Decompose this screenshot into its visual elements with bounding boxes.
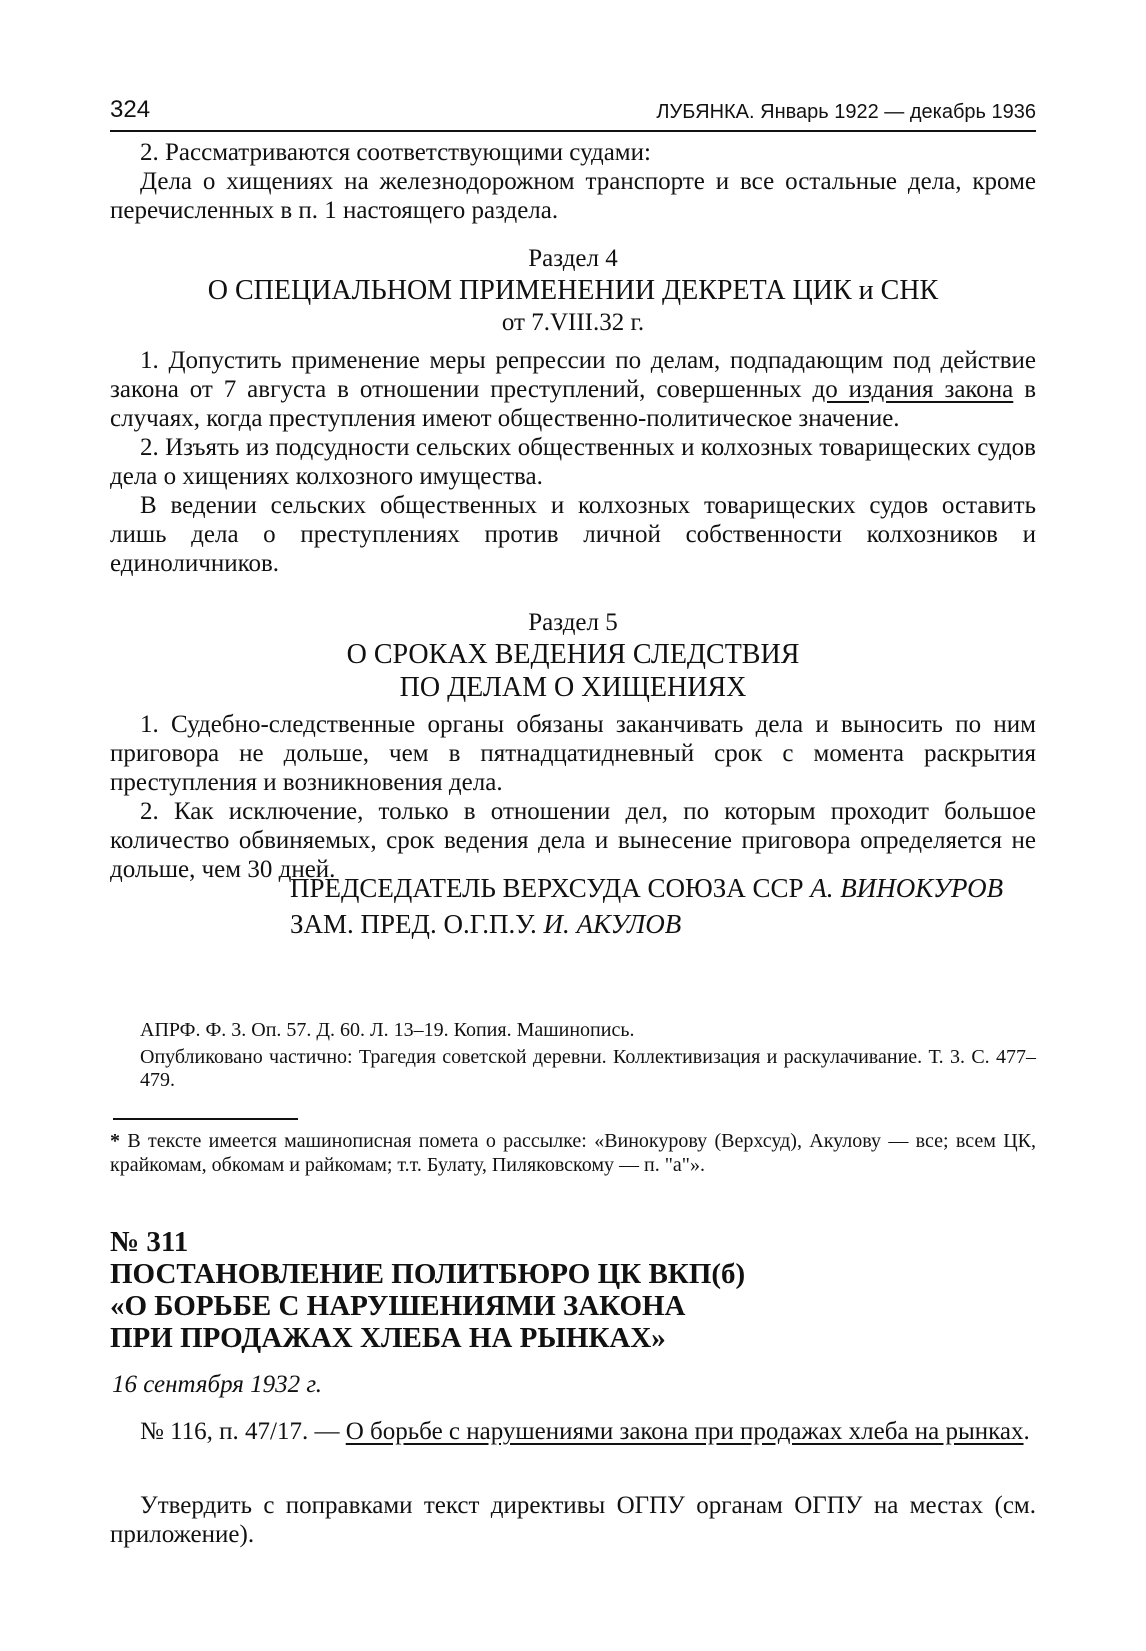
resolution-text: Утвердить с поправками текст директивы ОГПУ органам ОГПУ на местах (см. приложение). <box>110 1492 1036 1548</box>
section4-label: Раздел 4 <box>528 245 618 272</box>
signature-1-title: ПРЕДСЕДАТЕЛЬ ВЕРХСУДА СОЮЗА ССР <box>290 873 811 903</box>
protocol-ref: № 116, п. 47/17. — <box>140 1418 346 1445</box>
source-note <box>140 1019 1036 1096</box>
document-number: № 311 <box>110 1226 189 1258</box>
page-number: 324 <box>110 96 151 123</box>
protocol-line <box>110 1417 1036 1446</box>
document-title-line1: ПОСТАНОВЛЕНИЕ ПОЛИТБЮРО ЦК ВКП(б) <box>110 1258 746 1290</box>
protocol-subject: О борьбе с нарушениями закона при продажах хлеба на рынках <box>345 1418 1024 1445</box>
section4-item1-after: в случаях, когда преступления имеют общественно-политическое значение. <box>110 376 1037 432</box>
section5-item2: 2. Как исключение, только в отношении дел, по которым проходит большое количество обвиняемых, срок ведения дела и вынесение приговора определяется не дольше, чем 30 дней. <box>110 798 1036 883</box>
section5-item1: 1. Судебно-следственные органы обязаны заканчивать дела и выносить по ним приговора не дольше, чем в пятнадцатидневный срок с момента раскрытия преступления и возникновения дела. <box>110 711 1036 796</box>
signature-2-title: ЗАМ. ПРЕД. О.Г.П.У. <box>290 909 544 939</box>
document-date: 16 сентября 1932 г. <box>112 1371 323 1398</box>
section5-label: Раздел 5 <box>528 609 618 636</box>
source-archive: АПРФ. Ф. 3. Оп. 57. Д. 60. Л. 13–19. Копия. Машинопись. <box>140 1019 635 1041</box>
section5-title-line2: ПО ДЕЛАМ О ХИЩЕНИЯХ <box>399 672 747 703</box>
protocol-reference <box>110 1417 1036 1446</box>
document-title-line3: ПРИ ПРОДАЖАХ ХЛЕБА НА РЫНКАХ» <box>110 1322 666 1354</box>
signatures <box>290 870 1036 942</box>
footnote <box>110 1129 1036 1177</box>
section5-title-line1: О СРОКАХ ВЕДЕНИЯ СЛЕДСТВИЯ <box>346 639 800 670</box>
footnote-divider <box>113 1118 298 1120</box>
section4-heading <box>110 243 1036 338</box>
section4-item1 <box>110 346 1036 433</box>
section5-body <box>110 710 1036 884</box>
section4-date: от 7.VIII.32 г. <box>501 309 645 336</box>
section4-title: О СПЕЦИАЛЬНОМ ПРИМЕНЕНИИ ДЕКРЕТА ЦИК и СНК <box>207 275 939 306</box>
document-311-heading <box>110 1226 1036 1354</box>
section3-tail <box>110 138 1036 225</box>
document-title-line2: «О БОРЬБЕ С НАРУШЕНИЯМИ ЗАКОНА <box>110 1290 686 1322</box>
footnote-mark: * <box>110 1130 120 1152</box>
section4-item2: 2. Изъять из подсудности сельских общественных и колхозных товарищеских судов дела о хищениях колхозного имущества. <box>110 434 1036 490</box>
section3-item2-text: Дела о хищениях на железнодорожном транспорте и все остальные дела, кроме перечисленных в п. 1 настоящего раздела. <box>110 168 1036 224</box>
signature-2 <box>290 906 1036 942</box>
section4-item1-before: 1. Допустить применение меры репрессии по делам, подпадающим под действие закона от 7 августа в отношении преступлений, совершенных <box>110 347 1036 403</box>
section3-item2-intro: 2. Рассматриваются соответствующими судами: <box>140 139 651 166</box>
source-published: Опубликовано частично: Трагедия советской деревни. Коллективизация и раскулачивание. Т. 3. С. 477–479. <box>140 1046 1036 1091</box>
signature-1-name: А. ВИНОКУРОВ <box>810 873 1004 903</box>
section4-item1-underlined: до издания закона <box>812 376 1014 403</box>
section4-body <box>110 346 1036 578</box>
page-header <box>110 96 1036 132</box>
running-title: ЛУБЯНКА. Январь 1922 — декабрь 1936 <box>656 101 1036 123</box>
footnote-text: В тексте имеется машинописная помета о рассылке: «Винокурову (Верхсуд), Акулову — все; всем ЦК, крайкомам, обкомам и райкомам; т.т. Булату, Пиляковскому — п. "а"». <box>110 1130 1036 1176</box>
section4-item3: В ведении сельских общественных и колхозных товарищеских судов оставить лишь дела о преступлениях против личной собственности колхозников и единоличников. <box>110 492 1036 577</box>
protocol-end: . <box>1023 1418 1030 1445</box>
resolution <box>110 1491 1036 1549</box>
section5-heading <box>110 607 1036 704</box>
signature-2-name: И. АКУЛОВ <box>543 909 682 939</box>
signature-1 <box>290 870 1036 906</box>
